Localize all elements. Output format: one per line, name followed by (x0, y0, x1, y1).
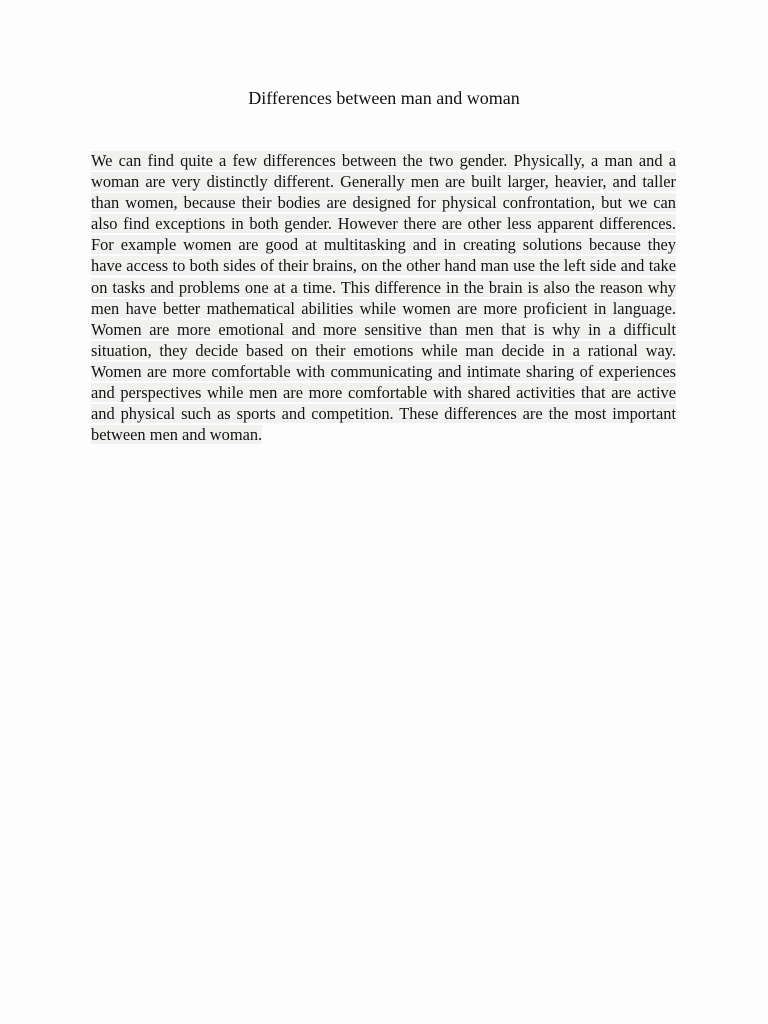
body-paragraph (91, 150, 676, 445)
body-paragraph-text: We can find quite a few differences between the two gender. Physically, a man and a woman are very distinctly different. Generally men are built larger, heavier, and taller than women, because their bodies are designed for physical confrontation, but we can also find exceptions in both gender. However there are other less apparent differences. For example women are good at multitasking and in creating solutions because they have access to both sides of their brains, on the other hand man use the left side and take on tasks and problems one at a time. This difference in the brain is also the reason why men have better mathematical abilities while women are more proficient in language. Women are more emotional and more sensitive than men that is why in a difficult situation, they decide based on their emotions while man decide in a rational way. Women are more comfortable with communicating and intimate sharing of experiences and perspectives while men are more comfortable with shared activities that are active and physical such as sports and competition. These differences are the most important between men and woman. (91, 151, 676, 445)
document-title: Differences between man and woman (248, 88, 520, 108)
